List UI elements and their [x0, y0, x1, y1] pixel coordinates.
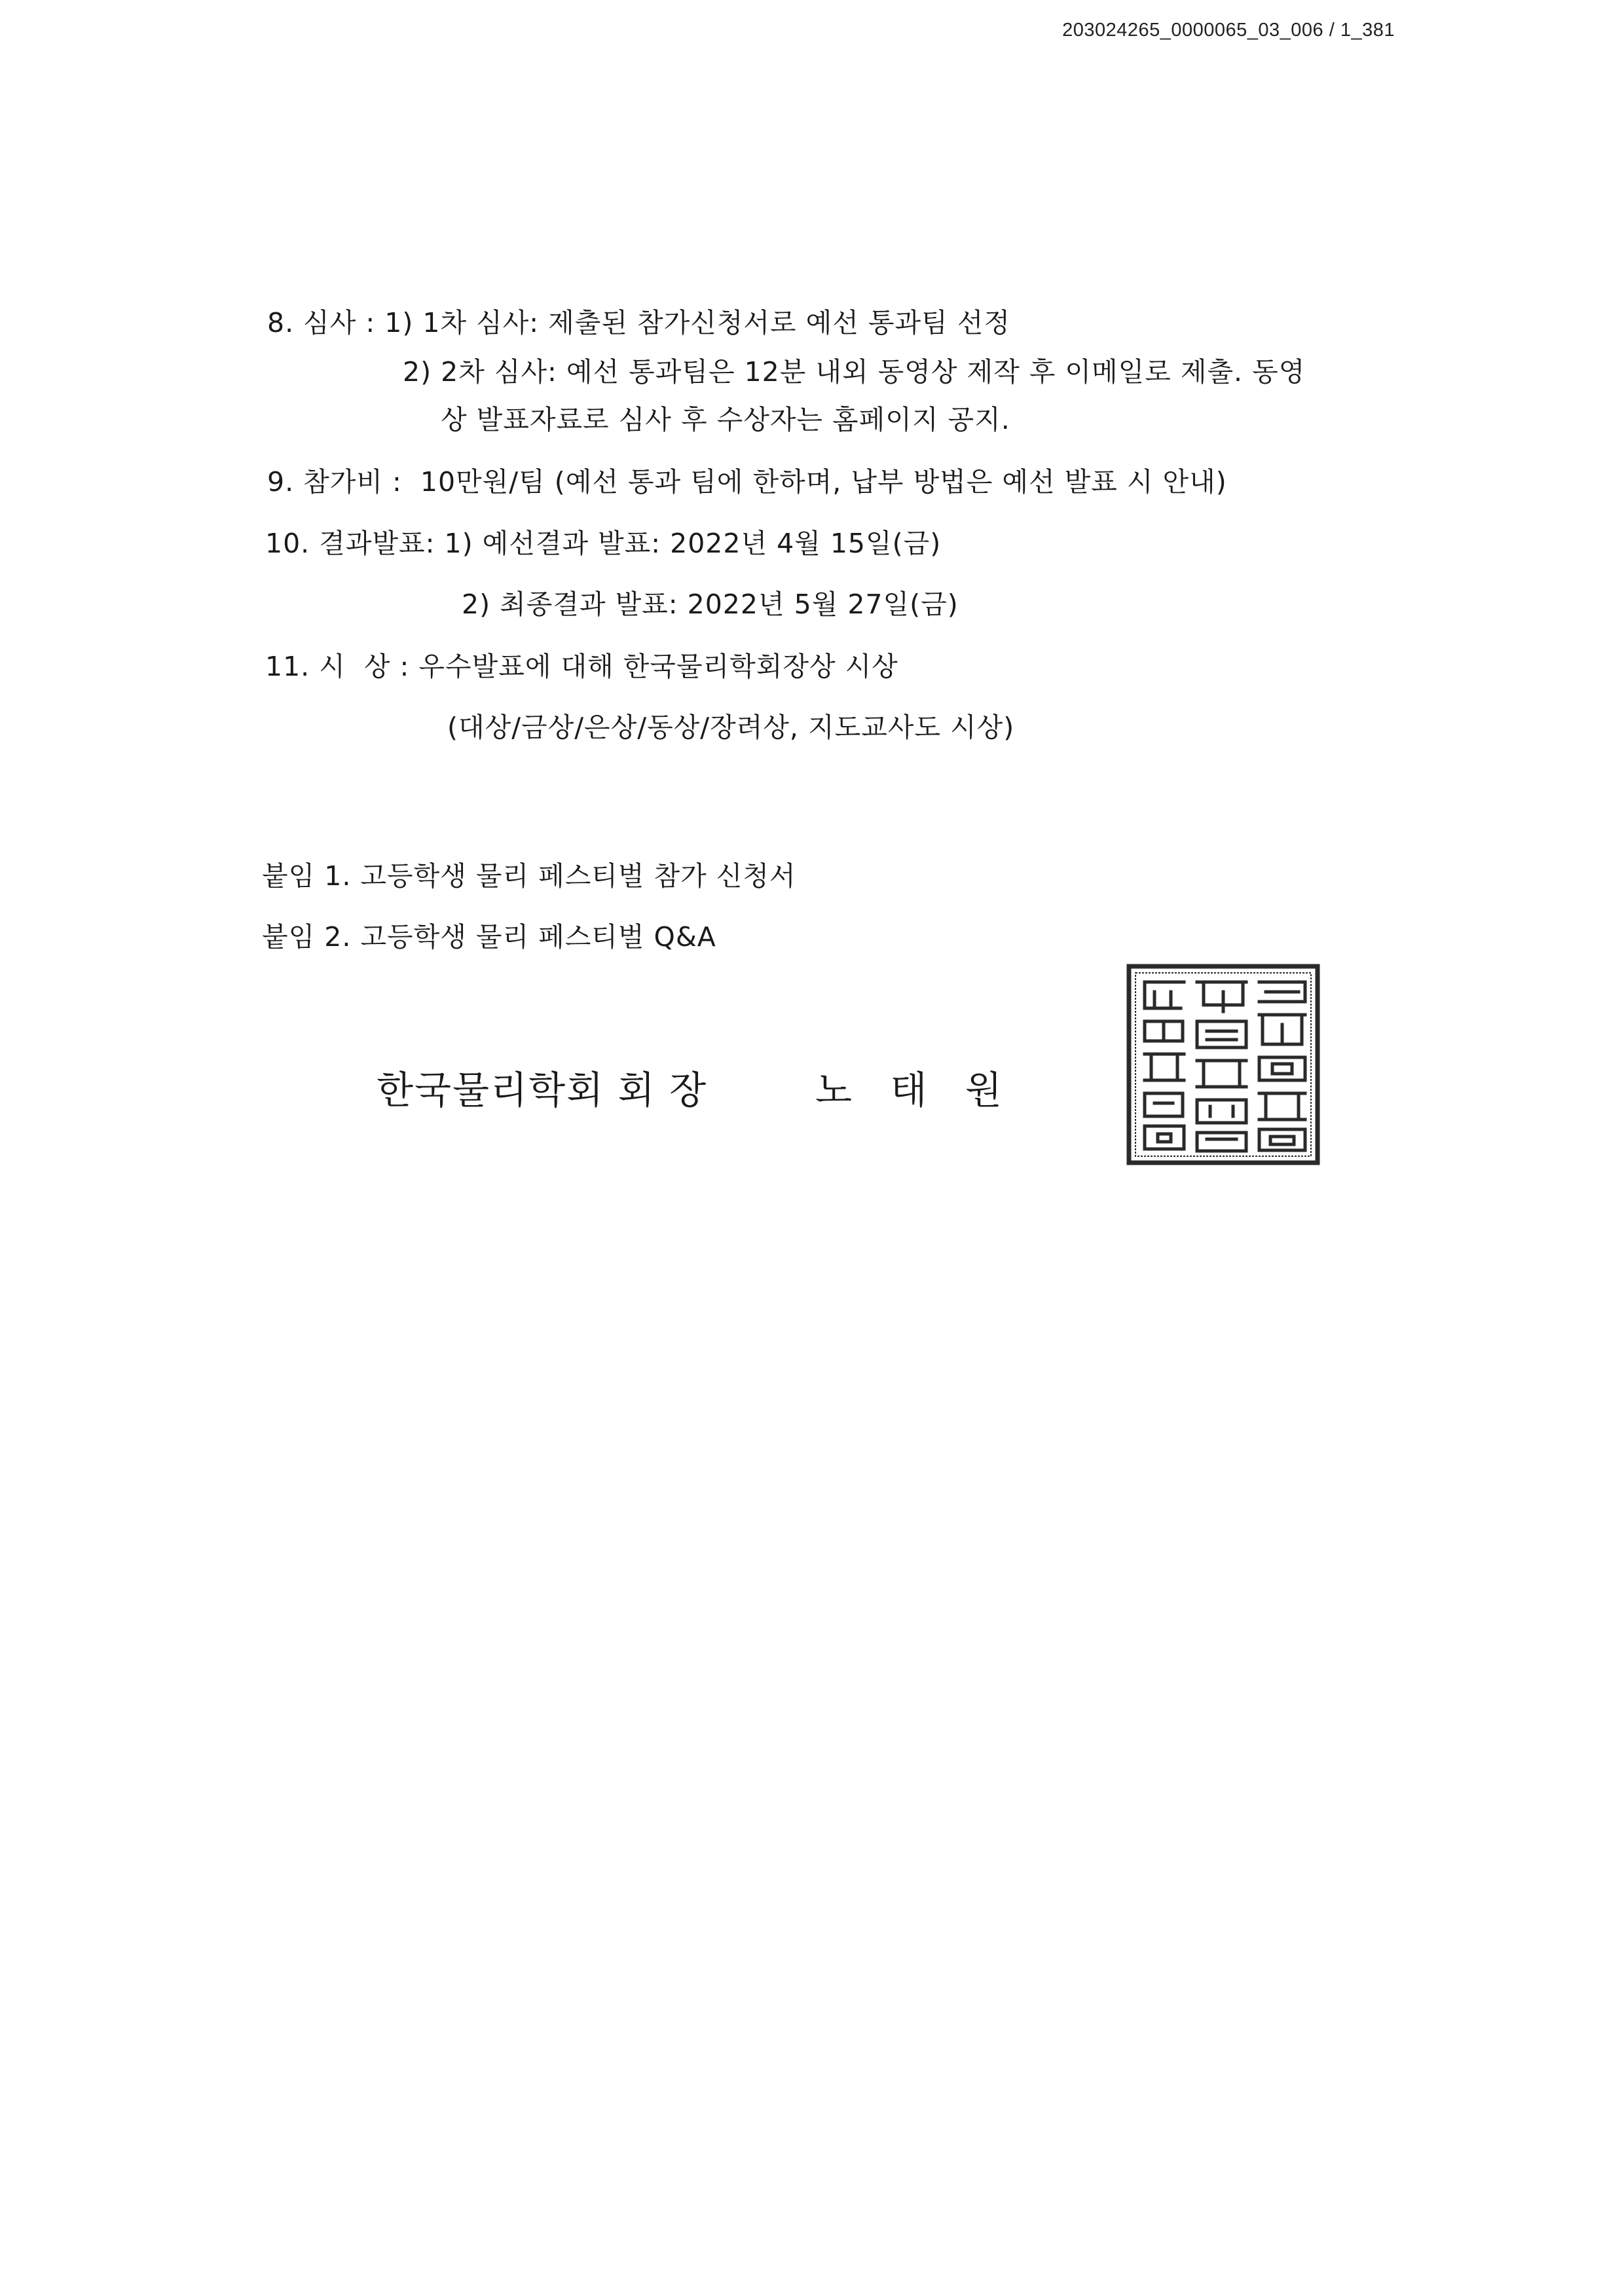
official-seal-icon	[1125, 962, 1321, 1167]
fee-item: 9. 참가비 : 10만원/팀 (예선 통과 팀에 한하며, 납부 방법은 예선 발표 시 안내)	[267, 466, 1227, 498]
review-item-line1: 8. 심사 : 1) 1차 심사: 제출된 참가신청서로 예선 통과팀 선정	[267, 307, 1010, 338]
review-item-line2: 2) 2차 심사: 예선 통과팀은 12분 내외 동영상 제작 후 이메일로 제출. 동영	[403, 356, 1306, 388]
document-id: 203024265_0000065_03_006 / 1_381	[1062, 20, 1395, 41]
review-item-line3: 상 발표자료로 심사 후 수상자는 홈페이지 공지.	[441, 404, 1010, 435]
award-item-line2: (대상/금상/은상/동상/장려상, 지도교사도 시상)	[447, 712, 1015, 743]
results-item-line1: 10. 결과발표: 1) 예선결과 발표: 2022년 4월 15일(금)	[265, 528, 942, 559]
attachment-1: 붙임 1. 고등학생 물리 페스티벌 참가 신청서	[262, 860, 796, 892]
award-item-line1: 11. 시 상 : 우수발표에 대해 한국물리학회장상 시상	[265, 651, 898, 682]
signer-title: 한국물리학회 회 장	[377, 1068, 708, 1112]
attachment-2: 붙임 2. 고등학생 물리 페스티벌 Q&A	[262, 921, 716, 953]
results-item-line2: 2) 최종결과 발표: 2022년 5월 27일(금)	[462, 589, 959, 620]
signer-name: 노 태 원	[815, 1068, 1002, 1112]
